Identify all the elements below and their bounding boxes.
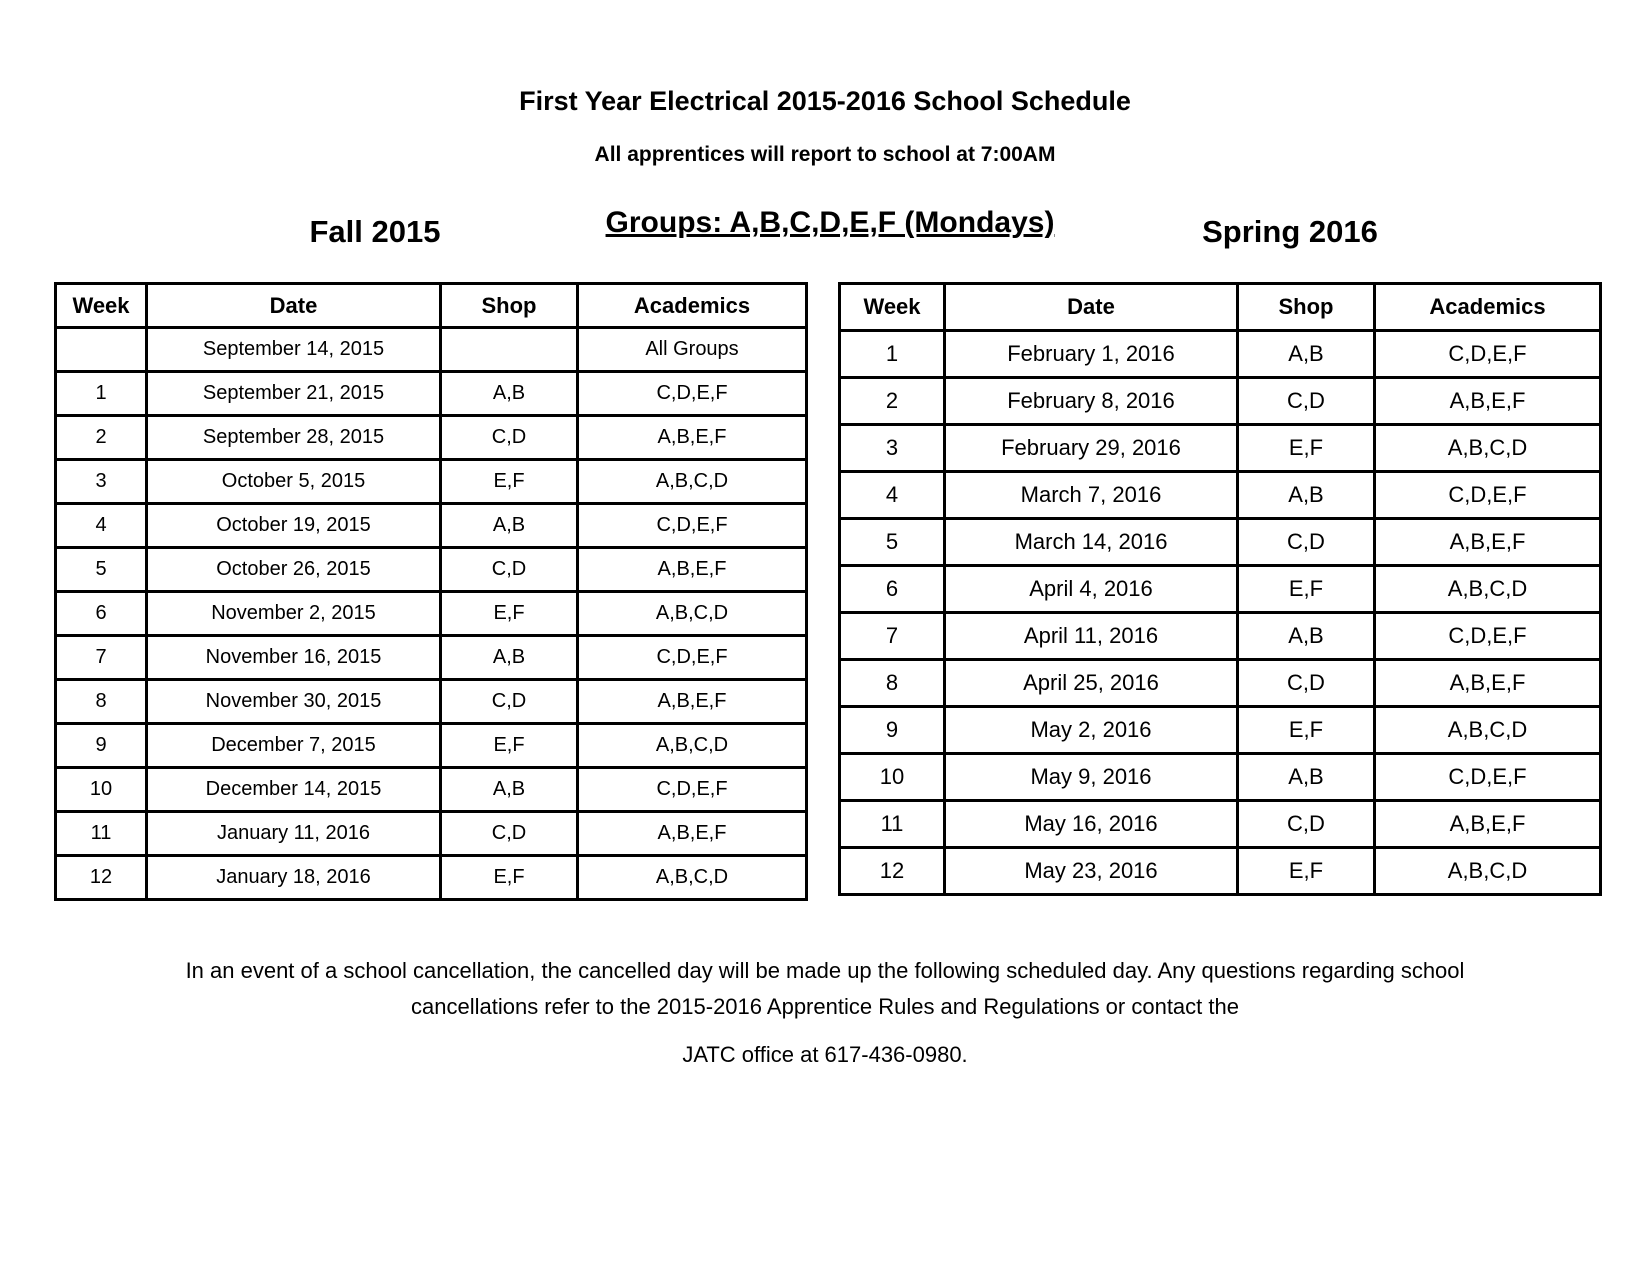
cell-date: December 14, 2015 bbox=[147, 768, 441, 812]
cell-date: April 25, 2016 bbox=[945, 660, 1238, 707]
cell-date: April 11, 2016 bbox=[945, 613, 1238, 660]
cell-week: 2 bbox=[56, 416, 147, 460]
cell-shop: C,D bbox=[441, 812, 578, 856]
cell-week: 7 bbox=[840, 613, 945, 660]
table-row bbox=[56, 592, 807, 636]
cell-date: May 2, 2016 bbox=[945, 707, 1238, 754]
cell-academics: A,B,E,F bbox=[1375, 519, 1601, 566]
cell-week: 6 bbox=[56, 592, 147, 636]
cell-date: May 9, 2016 bbox=[945, 754, 1238, 801]
cell-academics: A,B,C,D bbox=[578, 856, 807, 900]
cell-academics: A,B,E,F bbox=[578, 548, 807, 592]
groups-heading: Groups: A,B,C,D,E,F (Mondays) bbox=[605, 206, 1055, 239]
cell-academics: C,D,E,F bbox=[1375, 331, 1601, 378]
cell-date: April 4, 2016 bbox=[945, 566, 1238, 613]
cell-academics: A,B,C,D bbox=[1375, 425, 1601, 472]
cell-shop: C,D bbox=[441, 416, 578, 460]
table-row bbox=[56, 416, 807, 460]
cell-week: 3 bbox=[56, 460, 147, 504]
cell-week: 8 bbox=[840, 660, 945, 707]
column-header-shop: Shop bbox=[441, 284, 578, 328]
table-row bbox=[840, 848, 1601, 895]
cancellation-note-line-1: In an event of a school cancellation, the cancelled day will be made up the following scheduled day. Any questions regarding school bbox=[185, 958, 1465, 983]
cell-shop: C,D bbox=[1238, 378, 1375, 425]
cell-shop: C,D bbox=[1238, 801, 1375, 848]
cell-date: October 5, 2015 bbox=[147, 460, 441, 504]
cell-academics: A,B,E,F bbox=[578, 680, 807, 724]
cell-week: 12 bbox=[56, 856, 147, 900]
cell-week: 5 bbox=[56, 548, 147, 592]
table-header-row bbox=[56, 284, 807, 328]
cell-academics: C,D,E,F bbox=[578, 636, 807, 680]
cell-shop: A,B bbox=[1238, 613, 1375, 660]
cell-academics: A,B,E,F bbox=[578, 812, 807, 856]
table-header-row bbox=[840, 284, 1601, 331]
table-row bbox=[840, 754, 1601, 801]
table-row bbox=[840, 472, 1601, 519]
cell-academics: C,D,E,F bbox=[578, 768, 807, 812]
column-header-date: Date bbox=[945, 284, 1238, 331]
cell-week: 10 bbox=[56, 768, 147, 812]
table-row bbox=[56, 768, 807, 812]
cell-academics: A,B,C,D bbox=[1375, 848, 1601, 895]
cell-week: 1 bbox=[56, 372, 147, 416]
cell-date: May 23, 2016 bbox=[945, 848, 1238, 895]
cell-academics: A,B,E,F bbox=[578, 416, 807, 460]
cell-week: 8 bbox=[56, 680, 147, 724]
cell-week: 2 bbox=[840, 378, 945, 425]
cell-academics: C,D,E,F bbox=[578, 372, 807, 416]
cell-academics: A,B,C,D bbox=[1375, 707, 1601, 754]
cell-academics: A,B,C,D bbox=[578, 592, 807, 636]
cell-shop: E,F bbox=[1238, 566, 1375, 613]
table-row bbox=[840, 331, 1601, 378]
cell-academics: A,B,E,F bbox=[1375, 801, 1601, 848]
table-row bbox=[56, 328, 807, 372]
cell-date: September 28, 2015 bbox=[147, 416, 441, 460]
cell-date: December 7, 2015 bbox=[147, 724, 441, 768]
cell-shop: A,B bbox=[441, 768, 578, 812]
cell-shop: C,D bbox=[441, 680, 578, 724]
cell-week: 9 bbox=[56, 724, 147, 768]
table-row bbox=[56, 724, 807, 768]
column-header-date: Date bbox=[147, 284, 441, 328]
spring-schedule-table bbox=[838, 282, 1602, 896]
table-row bbox=[56, 680, 807, 724]
cell-week: 12 bbox=[840, 848, 945, 895]
cell-shop bbox=[441, 328, 578, 372]
cell-academics: A,B,E,F bbox=[1375, 378, 1601, 425]
cell-date: January 11, 2016 bbox=[147, 812, 441, 856]
cell-shop: E,F bbox=[1238, 848, 1375, 895]
cell-academics: A,B,E,F bbox=[1375, 660, 1601, 707]
cell-shop: E,F bbox=[1238, 425, 1375, 472]
cell-date: November 16, 2015 bbox=[147, 636, 441, 680]
fall-heading: Fall 2015 bbox=[309, 214, 441, 249]
cell-date: October 26, 2015 bbox=[147, 548, 441, 592]
cell-academics: C,D,E,F bbox=[1375, 613, 1601, 660]
cell-week: 9 bbox=[840, 707, 945, 754]
cell-shop: C,D bbox=[1238, 660, 1375, 707]
cell-week: 11 bbox=[56, 812, 147, 856]
cell-academics: All Groups bbox=[578, 328, 807, 372]
column-header-week: Week bbox=[840, 284, 945, 331]
cell-date: January 18, 2016 bbox=[147, 856, 441, 900]
cell-date: September 14, 2015 bbox=[147, 328, 441, 372]
cell-shop: E,F bbox=[441, 592, 578, 636]
table-row bbox=[56, 372, 807, 416]
cell-academics: A,B,C,D bbox=[1375, 566, 1601, 613]
cell-date: November 2, 2015 bbox=[147, 592, 441, 636]
cell-date: September 21, 2015 bbox=[147, 372, 441, 416]
cell-week: 3 bbox=[840, 425, 945, 472]
column-header-week: Week bbox=[56, 284, 147, 328]
cell-week: 10 bbox=[840, 754, 945, 801]
cell-shop: C,D bbox=[441, 548, 578, 592]
cell-date: March 14, 2016 bbox=[945, 519, 1238, 566]
column-header-shop: Shop bbox=[1238, 284, 1375, 331]
cell-week: 4 bbox=[840, 472, 945, 519]
cell-shop: E,F bbox=[1238, 707, 1375, 754]
cell-shop: E,F bbox=[441, 724, 578, 768]
table-row bbox=[56, 504, 807, 548]
cancellation-note-line-2: cancellations refer to the 2015-2016 Apprentice Rules and Regulations or contact the bbox=[411, 994, 1239, 1019]
cell-academics: C,D,E,F bbox=[1375, 472, 1601, 519]
cell-academics: C,D,E,F bbox=[1375, 754, 1601, 801]
cell-week: 4 bbox=[56, 504, 147, 548]
table-row bbox=[56, 856, 807, 900]
contact-note: JATC office at 617-436-0980. bbox=[682, 1042, 968, 1067]
table-row bbox=[56, 636, 807, 680]
cell-shop: A,B bbox=[1238, 331, 1375, 378]
cell-shop: C,D bbox=[1238, 519, 1375, 566]
cell-date: November 30, 2015 bbox=[147, 680, 441, 724]
table-row bbox=[56, 812, 807, 856]
cell-date: February 8, 2016 bbox=[945, 378, 1238, 425]
cell-shop: E,F bbox=[441, 460, 578, 504]
report-time-subtitle: All apprentices will report to school at 7:00AM bbox=[594, 143, 1056, 166]
cell-shop: A,B bbox=[441, 636, 578, 680]
cell-shop: E,F bbox=[441, 856, 578, 900]
table-row bbox=[840, 566, 1601, 613]
cell-week: 1 bbox=[840, 331, 945, 378]
fall-schedule-table bbox=[54, 282, 808, 901]
table-row bbox=[840, 613, 1601, 660]
cell-week: 7 bbox=[56, 636, 147, 680]
column-header-academics: Academics bbox=[1375, 284, 1601, 331]
cell-academics: C,D,E,F bbox=[578, 504, 807, 548]
cell-date: October 19, 2015 bbox=[147, 504, 441, 548]
table-row bbox=[840, 378, 1601, 425]
table-row bbox=[56, 460, 807, 504]
cell-shop: A,B bbox=[1238, 754, 1375, 801]
page-title: First Year Electrical 2015-2016 School Schedule bbox=[519, 86, 1131, 116]
column-header-academics: Academics bbox=[578, 284, 807, 328]
cell-academics: A,B,C,D bbox=[578, 724, 807, 768]
table-row bbox=[840, 425, 1601, 472]
cell-week: 6 bbox=[840, 566, 945, 613]
cell-shop: A,B bbox=[441, 504, 578, 548]
table-row bbox=[840, 660, 1601, 707]
cell-date: May 16, 2016 bbox=[945, 801, 1238, 848]
cell-shop: A,B bbox=[441, 372, 578, 416]
spring-heading: Spring 2016 bbox=[1202, 214, 1378, 249]
cell-week bbox=[56, 328, 147, 372]
table-row bbox=[840, 707, 1601, 754]
table-row bbox=[56, 548, 807, 592]
cell-week: 11 bbox=[840, 801, 945, 848]
cell-date: February 1, 2016 bbox=[945, 331, 1238, 378]
cell-date: February 29, 2016 bbox=[945, 425, 1238, 472]
table-row bbox=[840, 801, 1601, 848]
cell-academics: A,B,C,D bbox=[578, 460, 807, 504]
table-row bbox=[840, 519, 1601, 566]
cell-date: March 7, 2016 bbox=[945, 472, 1238, 519]
cell-shop: A,B bbox=[1238, 472, 1375, 519]
cell-week: 5 bbox=[840, 519, 945, 566]
